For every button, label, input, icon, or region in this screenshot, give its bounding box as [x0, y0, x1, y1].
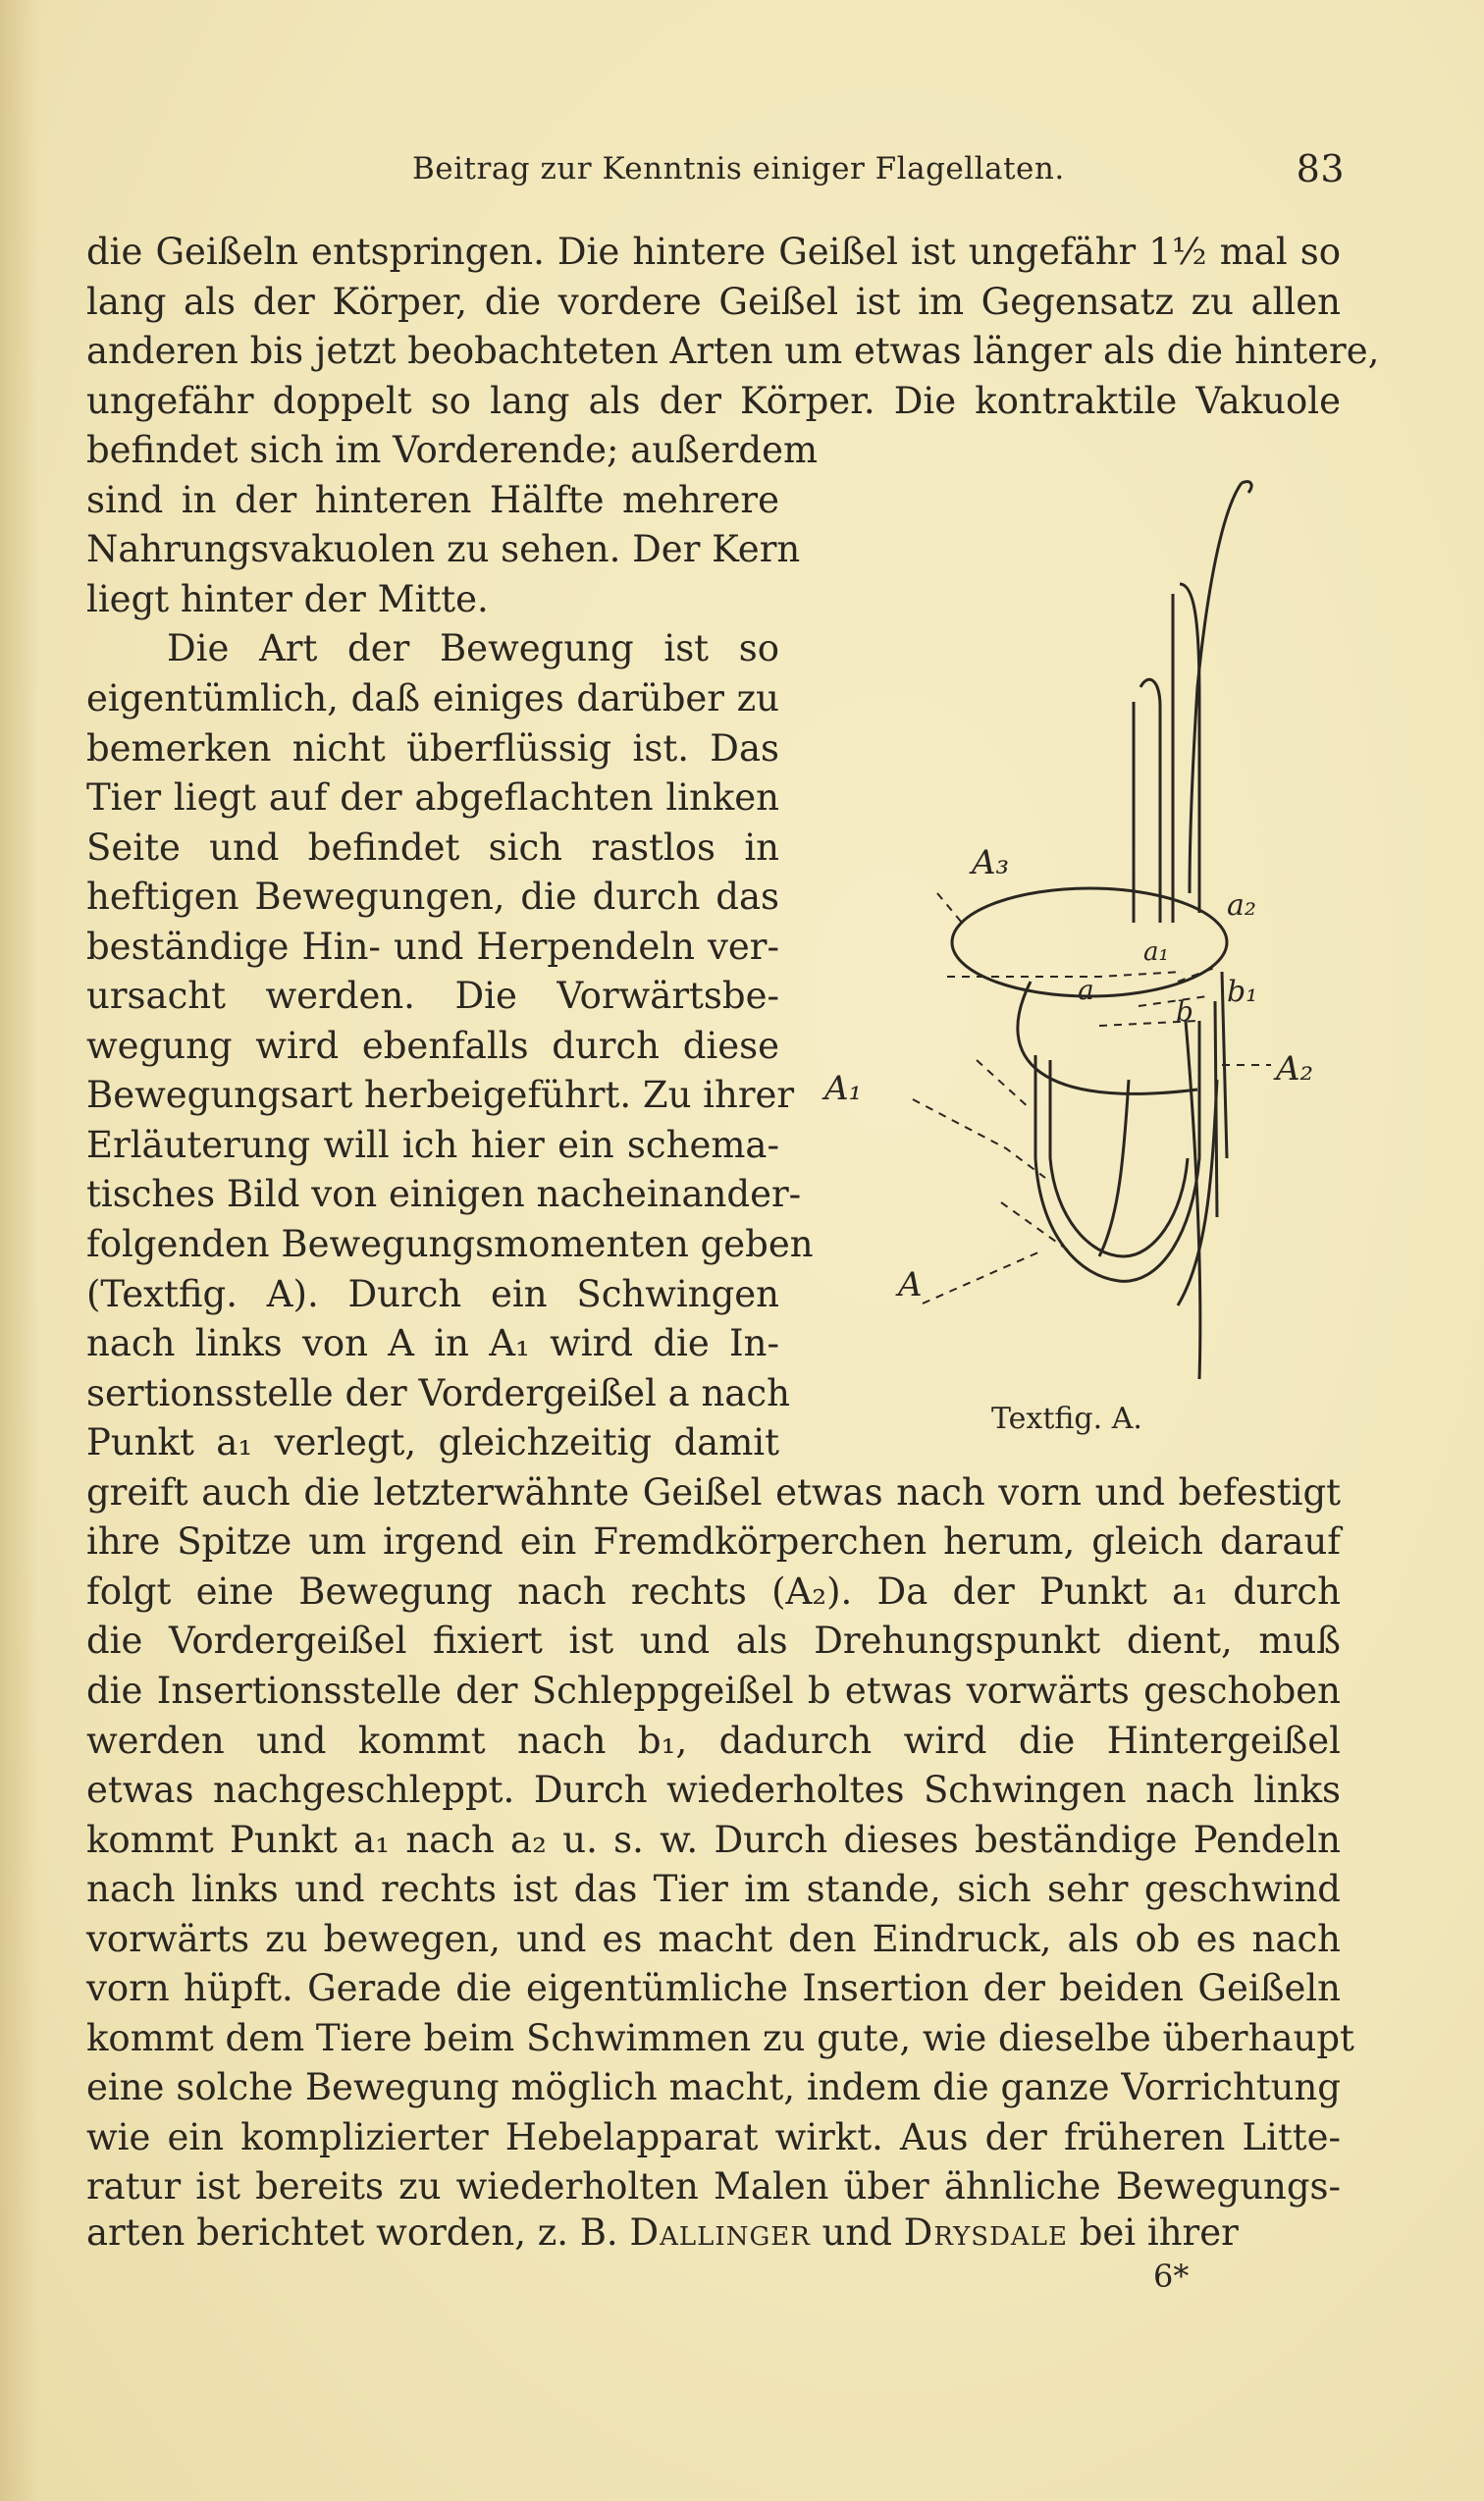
figure-caption: Textfig. A. [991, 1402, 1142, 1436]
text-line: (Textfig. A). Durch ein Schwingen [86, 1272, 779, 1315]
text-line: Tier liegt auf der abgeflachten linken [86, 776, 779, 820]
label-a3: A₃ [972, 843, 1010, 882]
author-name-drysdale: Drysdale [903, 2211, 1068, 2254]
page-header [88, 147, 1345, 196]
page-edge-shadow [0, 0, 39, 2501]
text-line: eigentümlich, daß einiges darüber zu [86, 676, 779, 719]
text-line: werden und kommt nach b₁, dadurch wird die Hintergeißel [86, 1719, 1341, 1762]
label-a1-body: A₁ [824, 1069, 863, 1108]
label-a-body: A [898, 1265, 923, 1304]
label-a2-body: A₂ [1276, 1049, 1314, 1089]
text-line: ursacht werden. Die Vorwärtsbe- [86, 975, 779, 1018]
figure-drawing [805, 471, 1354, 1433]
text-line: ratur ist bereits zu wiederholten Malen über ähnliche Bewegungs- [86, 2165, 1341, 2208]
text-line: die Insertionsstelle der Schleppgeißel b etwas vorwärts geschoben [86, 1669, 1341, 1712]
label-a-point: a [1078, 974, 1094, 1006]
text-line: wie ein komplizierter Hebelapparat wirkt. Aus der früheren Litte- [86, 2115, 1341, 2158]
text-line: vorn hüpft. Gerade die eigentümliche Insertion der beiden Geißeln [86, 1967, 1341, 2010]
signature-mark: 6* [1153, 2258, 1190, 2295]
last-line-middle: und [810, 2211, 904, 2254]
text-line: anderen bis jetzt beobachteten Arten um etwas länger als die hintere, [86, 330, 1380, 373]
label-b1-point: b₁ [1227, 975, 1258, 1009]
text-line: lang als der Körper, die vordere Geißel ist im Gegensatz zu allen [86, 280, 1341, 323]
text-line: die Vordergeißel fixiert ist und als Drehungspunkt dient, muß [86, 1620, 1341, 1663]
text-line: Die Art der Bewegung ist so [167, 627, 779, 670]
text-line: nach links und rechts ist das Tier im stande, sich sehr geschwind [86, 1868, 1341, 1911]
text-line: kommt dem Tiere beim Schwimmen zu gute, wie dieselbe überhaupt [86, 2016, 1354, 2059]
text-line: Seite und befindet sich rastlos in [86, 825, 779, 869]
author-name-dallinger: Dallinger [629, 2211, 811, 2254]
running-title: Beitrag zur Kenntnis einiger Flagellaten. [412, 151, 1065, 186]
text-line: ihre Spitze um irgend ein Fremdkörperchen herum, gleich darauf [86, 1520, 1341, 1564]
text-line: befindet sich im Vorderende; außerdem [86, 429, 819, 472]
text-line: etwas nachgeschleppt. Durch wiederholtes Schwingen nach links [86, 1769, 1341, 1812]
text-line: liegt hinter der Mitte. [86, 577, 489, 620]
text-line: wegung wird ebenfalls durch diese [86, 1024, 779, 1067]
page-number: 83 [1296, 147, 1345, 190]
text-line: folgt eine Bewegung nach rechts (A₂). Da der Punkt a₁ durch [86, 1570, 1341, 1613]
text-line: Punkt a₁ verlegt, gleichzeitig damit [86, 1421, 779, 1464]
text-line: heftigen Bewegungen, die durch das [86, 876, 779, 919]
text-line: greift auch die letzterwähnte Geißel etwas nach vorn und befestigt [86, 1470, 1341, 1514]
last-line-after: bei ihrer [1067, 2211, 1239, 2254]
text-line: vorwärts zu bewegen, und es macht den Eindruck, als ob es nach [86, 1917, 1341, 1960]
last-line-before: arten berichtet worden, z. B. [86, 2211, 630, 2254]
text-line: nach links von A in A₁ wird die In- [86, 1322, 779, 1365]
text-line: die Geißeln entspringen. Die hintere Geißel ist ungefähr 1½ mal so [86, 231, 1341, 273]
text-line-last [86, 2208, 1341, 2258]
text-line: ungefähr doppelt so lang als der Körper. Die kontraktile Vakuole [86, 379, 1341, 422]
text-line: sertionsstelle der Vordergeißel a nach [86, 1371, 790, 1414]
text-line: eine solche Bewegung möglich macht, indem die ganze Vorrichtung [86, 2066, 1341, 2109]
label-a2-point: a₂ [1227, 888, 1256, 923]
label-b-point: b [1176, 995, 1193, 1028]
text-line: sind in der hinteren Hälfte mehrere [86, 478, 779, 521]
text-figure-a [805, 471, 1354, 1433]
text-line: bemerken nicht überflüssig ist. Das [86, 726, 779, 770]
text-line: Nahrungsvakuolen zu sehen. Der Kern [86, 528, 801, 571]
label-a1-point: a₁ [1143, 937, 1169, 967]
text-line: beständige Hin- und Herpendeln ver- [86, 925, 779, 968]
text-line: folgenden Bewegungsmomenten geben [86, 1223, 814, 1265]
text-line: kommt Punkt a₁ nach a₂ u. s. w. Durch dieses beständige Pendeln [86, 1818, 1341, 1861]
text-line: Bewegungsart herbeigeführt. Zu ihrer [86, 1074, 795, 1117]
text-line: tisches Bild von einigen nacheinander- [86, 1173, 802, 1216]
text-line: Erläuterung will ich hier ein schema- [86, 1123, 779, 1166]
